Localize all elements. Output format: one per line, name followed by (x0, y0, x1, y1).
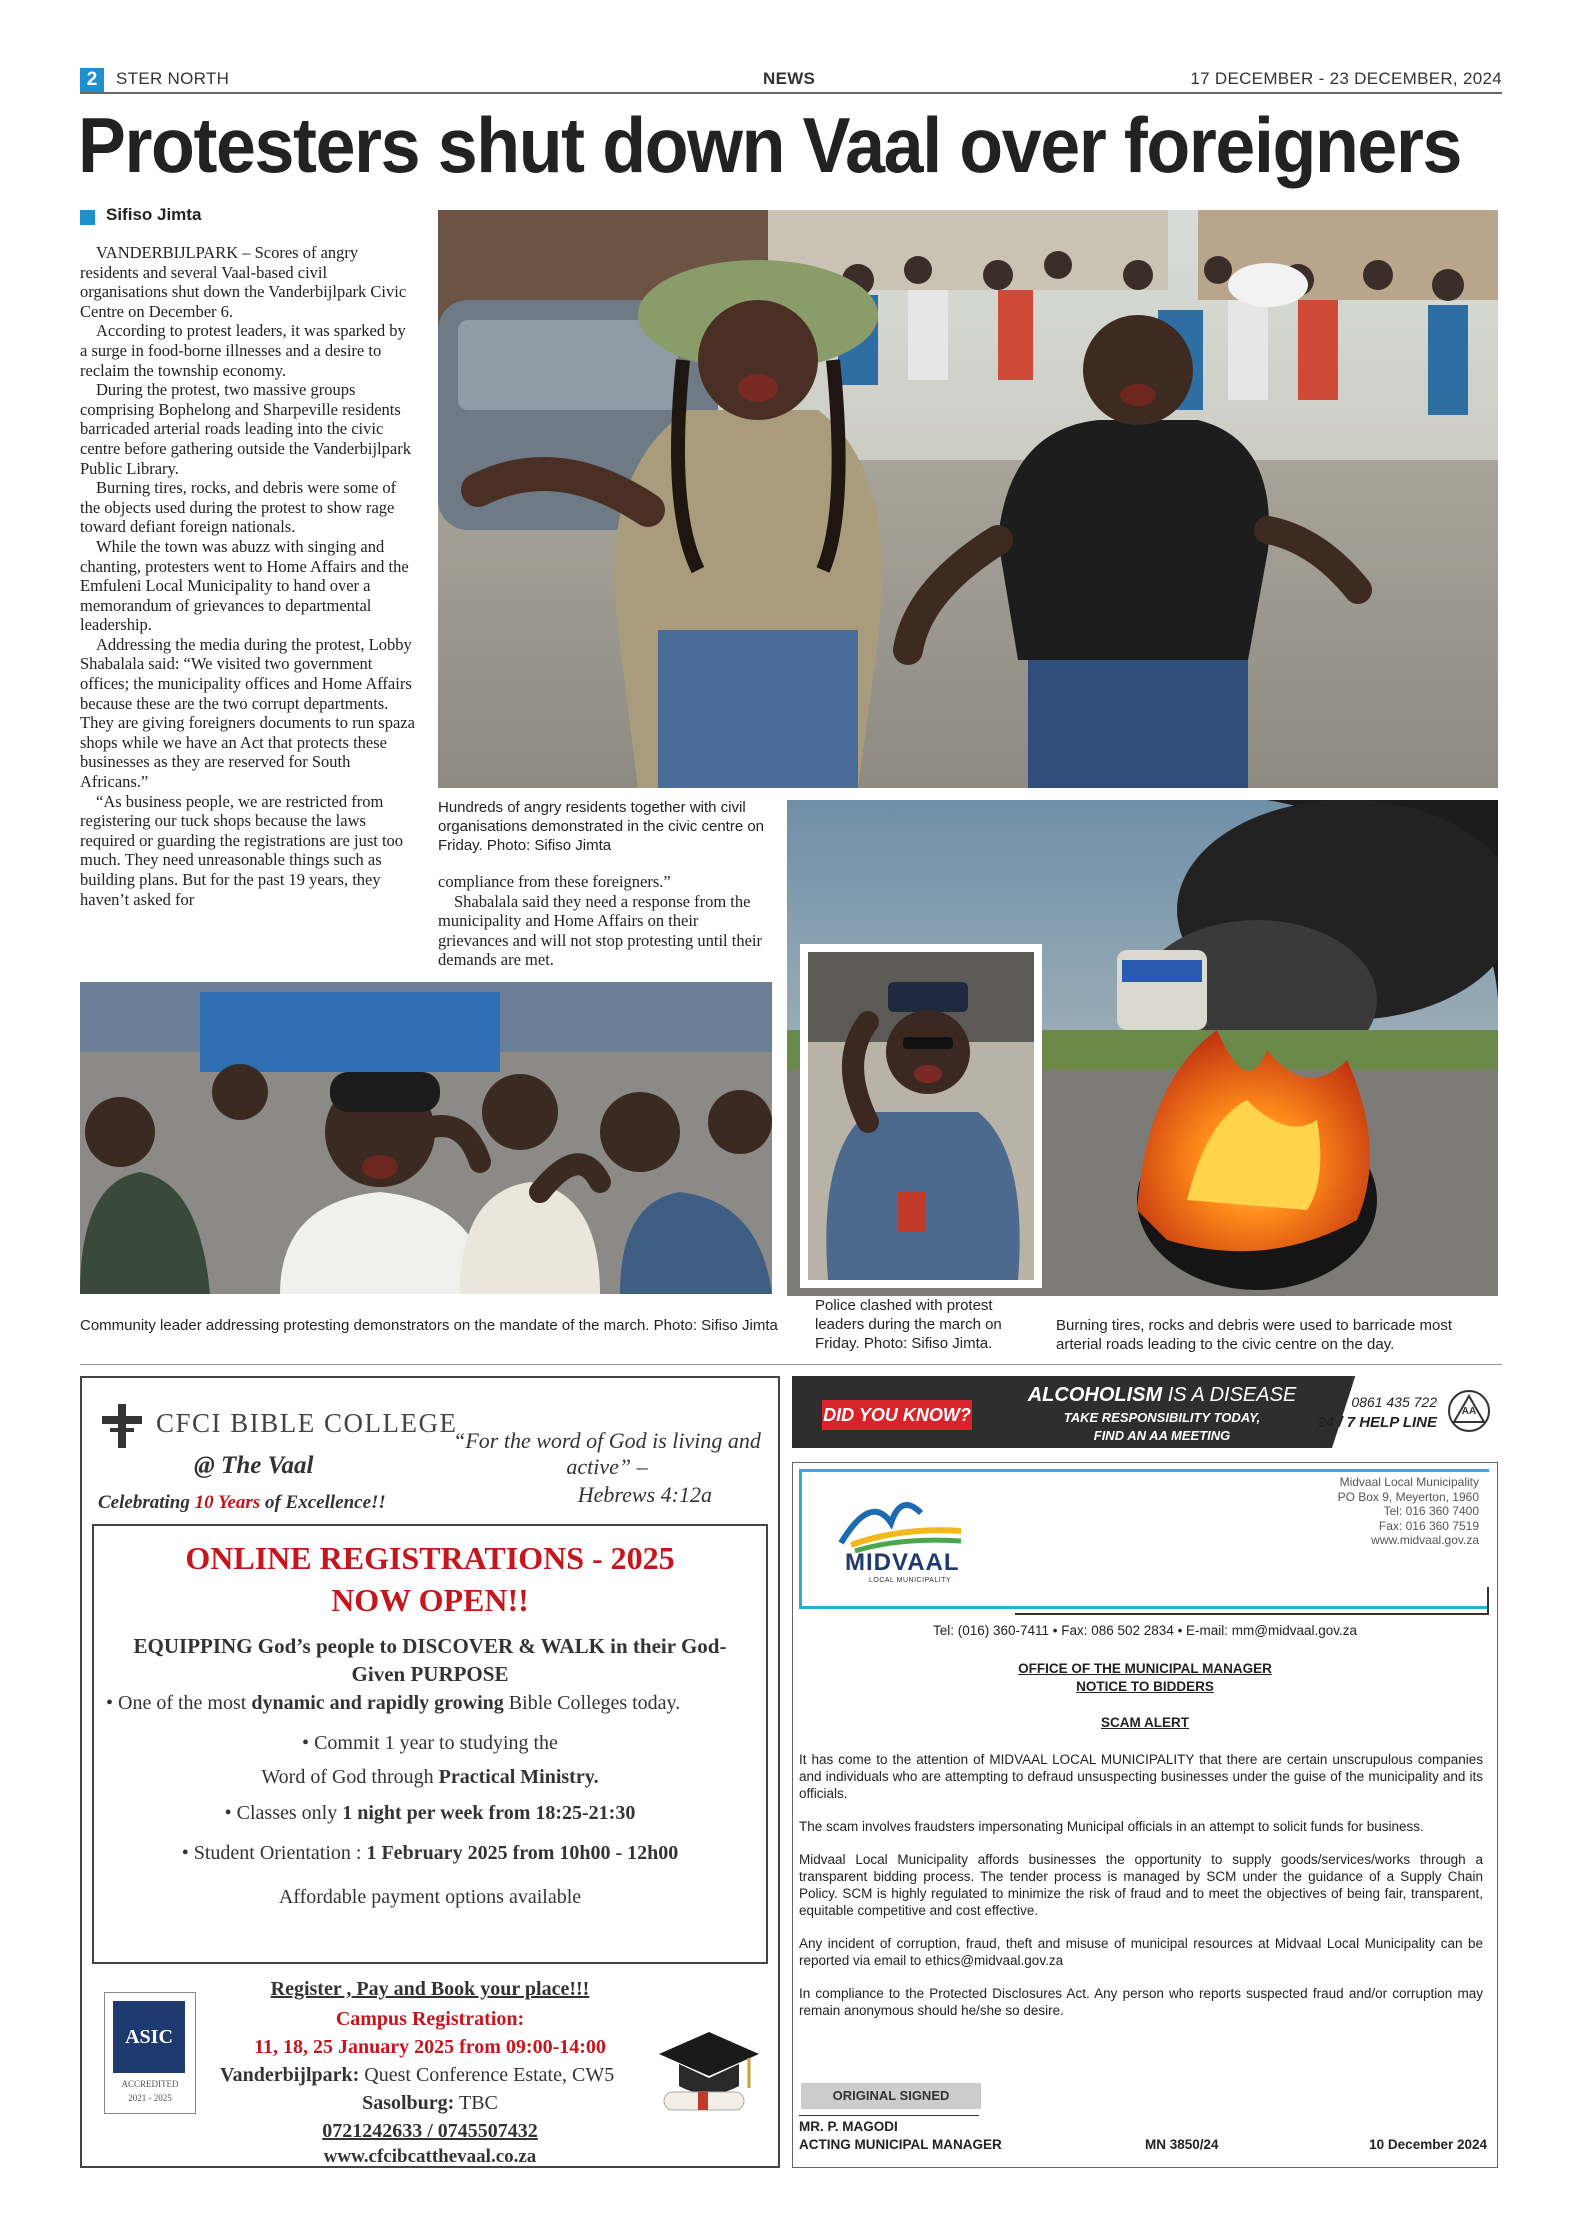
notice-paragraph: The scam involves fraudsters impersonating Municipal officials in an attempt to solicit funds for business. (799, 1819, 1424, 1834)
byline: Sifiso Jimta (106, 205, 202, 224)
phone-numbers: 0721242633 / 0745507432 (322, 2120, 538, 2142)
notice-paragraph: Any incident of corruption, fraud, theft and misuse of municipal resources at Midvaal Local Municipality can be reported via email to ethics@midvaal.gov.za (799, 1936, 1483, 1968)
address-line: www.midvaal.gov.za (1371, 1533, 1479, 1547)
bible-verse: “For the word of God is living and active” – (453, 1428, 761, 1479)
bullet-3: • Classes only 1 night per week from 18:25-21:30 (224, 1802, 636, 1824)
graduation-cap-icon (654, 2022, 764, 2122)
signature-line (799, 2115, 979, 2116)
article-column-2 (438, 872, 770, 970)
asic-logo: ASIC (113, 2001, 185, 2073)
asic-years: 2021 - 2025 (128, 2093, 172, 2103)
celebrating-line: Celebrating 10 Years of Excellence!! (98, 1492, 386, 1513)
caption-main-photo: Hundreds of angry residents together with civil organisations demonstrated in the civic centre on Friday. Photo: Sifiso Jimta (438, 799, 765, 854)
publication-name: STER NORTH (116, 69, 230, 88)
midvaal-logo-icon (831, 1483, 971, 1553)
asic-accredited: ACCREDITED (121, 2079, 179, 2089)
byline-marker (80, 210, 95, 225)
midvaal-address (1338, 1475, 1479, 1548)
letterhead-bracket (1015, 1587, 1489, 1615)
notice-heading: NOTICE TO BIDDERS (1076, 1679, 1214, 1694)
bullet-2: • Commit 1 year to studying the (302, 1732, 558, 1754)
register-line: Register , Pay and Book your place!!! (270, 1978, 590, 2000)
signatory-name: MR. P. MAGODI (799, 2119, 898, 2134)
police-photo (808, 952, 1034, 1280)
signatory-title: ACTING MUNICIPAL MANAGER (799, 2137, 1002, 2152)
article-headline: Protesters shut down Vaal over foreigners (78, 101, 1462, 189)
notice-body (799, 1751, 1483, 2035)
aa-phone: 0861 435 722 (1351, 1394, 1437, 1410)
alcoholism-heading: ALCOHOLISM IS A DISEASE (1027, 1384, 1297, 1406)
verse-reference: Hebrews 4:12a (577, 1482, 712, 1507)
did-you-know-label: DID YOU KNOW? (822, 1400, 972, 1430)
campus-registration: Campus Registration: (335, 2008, 525, 2030)
page-number: 2 (80, 68, 104, 92)
paragraph: While the town was abuzz with singing and chanting, protesters went to Home Affairs and the Emfuleni Local Municipality to hand over a memorandum of grievances to departmental leadership. (80, 536, 409, 635)
cross-logo-icon (98, 1402, 146, 1450)
bullet-2b: Word of God through Practical Ministry. (261, 1766, 599, 1788)
paragraph: Addressing the media during the protest, Lobby Shabalala said: “We visited two government offices; the municipality offices and Home Affairs because these are the two corrupt departments. They are giving foreigners documents to run spaza shops while we have an Act that protects these businesses as they are reserved for South Africans.” (80, 634, 415, 792)
find-meeting: FIND AN AA MEETING (1093, 1428, 1231, 1443)
address-line: Tel: 016 360 7400 (1383, 1504, 1479, 1518)
sasolburg-venue: Sasolburg: TBC (362, 2092, 498, 2114)
address-line: Fax: 016 360 7519 (1378, 1518, 1479, 1533)
scam-alert-heading: SCAM ALERT (1101, 1715, 1189, 1730)
paragraph: Shabalala said they need a response from the municipality and Home Affairs on their grievances and will not stop protesting until their demands are met. (438, 891, 762, 970)
paragraph: During the protest, two massive groups comprising Bophelong and Sharpeville residents barricaded arterial roads leading into the civic centre before gathering outside the Vanderbijlpark Public Library. (80, 380, 411, 478)
take-responsibility: TAKE RESPONSIBILITY TODAY, (1063, 1410, 1261, 1425)
caption-police-photo: Police clashed with protest leaders during the march on Friday. Photo: Sifiso Jimta. (815, 1297, 1002, 1352)
paragraph: VANDERBIJLPARK – Scores of angry residents and several Vaal-based civil organisations shut down the Vanderbijlpark Civic Centre on December 6. (80, 243, 407, 321)
paragraph: According to protest leaders, it was sparked by a surge in food-borne illnesses and a desire to reclaim the township economy. (80, 321, 406, 380)
notice-paragraph: In compliance to the Protected Disclosures Act. Any person who reports suspected fraud and/or corruption may remain anonymous should he/she so desire. (799, 1986, 1483, 2018)
notice-reference: MN 3850/24 (1145, 2137, 1219, 2152)
paragraph: “As business people, we are restricted from registering our tuck shops because the laws required or guarding the registrations are just too much. They need unreasonable things such as building plans. But for the past 19 years, they haven’t asked for (80, 791, 404, 909)
paragraph: compliance from these foreigners.” (438, 872, 671, 891)
notice-paragraph: Midvaal Local Municipality affords businesses the opportunity to supply goods/services/works through a transparent bidding process. The tender process is managed by SCM under the guidance of a Supply Chain Policy. SCM is highly regulated to minimize the risk of fraud and to meet the objectives of being fair, transparent, equitable competitive and cost effective. (799, 1852, 1483, 1918)
paragraph: Burning tires, rocks, and debris were some of the objects used during the protest to show rage toward defiant foreign nationals. (80, 478, 397, 537)
midvaal-logo-sub: LOCAL MUNICIPALITY (869, 1577, 952, 1584)
main-protest-photo (438, 210, 1498, 788)
aa-helpline: 24 / 7 HELP LINE (1317, 1414, 1437, 1431)
section-name: NEWS (763, 69, 816, 88)
asic-badge (104, 1992, 196, 2114)
office-heading: OFFICE OF THE MUNICIPAL MANAGER (1018, 1661, 1272, 1676)
notice-paragraph: It has come to the attention of MIDVAAL LOCAL MUNICIPALITY that there are certain unscrupulous companies and individuals who are attempting to defraud unsuspecting businesses under the guise of the municipality and its officials. (799, 1752, 1483, 1801)
header-rule (80, 92, 1502, 94)
vanderbijlpark-venue: Vanderbijlpark: Quest Conference Estate, CW5 (220, 2064, 615, 2086)
date-range: 17 DECEMBER - 23 DECEMBER, 2024 (1190, 69, 1502, 88)
college-name: CFCI BIBLE COLLEGE (156, 1408, 458, 1438)
notice-date: 10 December 2024 (1369, 2137, 1487, 2152)
cfci-bible-college-ad (80, 1376, 780, 2168)
midvaal-notice (792, 1462, 1498, 2168)
website-link[interactable]: www.cfcibcatthevaal.co.za (323, 2146, 537, 2167)
article-column-1 (80, 243, 417, 909)
section-divider (80, 1364, 1502, 1365)
address-line: PO Box 9, Meyerton, 1960 (1337, 1489, 1479, 1504)
original-signed-stamp: ORIGINAL SIGNED (801, 2083, 981, 2109)
contact-line: Tel: (016) 360-7411 • Fax: 086 502 2834 • E-mail: mm@midvaal.gov.za (932, 1623, 1358, 1638)
registration-box (92, 1524, 768, 1964)
aa-logo-icon (1448, 1390, 1490, 1432)
midvaal-logo-text: MIDVAAL (845, 1549, 960, 1576)
address-line: Midvaal Local Municipality (1339, 1475, 1479, 1489)
caption-leader-photo: Community leader addressing protesting demonstrators on the mandate of the march. Photo: Sifiso Jimta (80, 1317, 778, 1334)
bullet-4: • Student Orientation : 1 February 2025 from 10h00 - 12h00 (181, 1842, 679, 1864)
caption-fire-photo: Burning tires, rocks and debris were used to barricade most arterial roads leading to the civic centre on the day. (1056, 1317, 1453, 1353)
affordable-line: Affordable payment options available (278, 1886, 582, 1908)
community-leader-photo (80, 982, 772, 1294)
college-location: @ The Vaal (194, 1452, 314, 1479)
aa-ad-banner (792, 1376, 1498, 1448)
bullet-1: • One of the most dynamic and rapidly growing Bible Colleges today. (106, 1692, 681, 1714)
registrations-heading: ONLINE REGISTRATIONS - 2025 (185, 1540, 675, 1576)
tagline: EQUIPPING God’s people to DISCOVER & WALK in their God-Given PURPOSE (133, 1634, 727, 1686)
aa-logo-text: AA (1461, 1406, 1477, 1417)
now-open-heading: NOW OPEN!! (331, 1582, 529, 1618)
campus-dates: 11, 18, 25 January 2025 from 09:00-14:00 (254, 2036, 606, 2058)
